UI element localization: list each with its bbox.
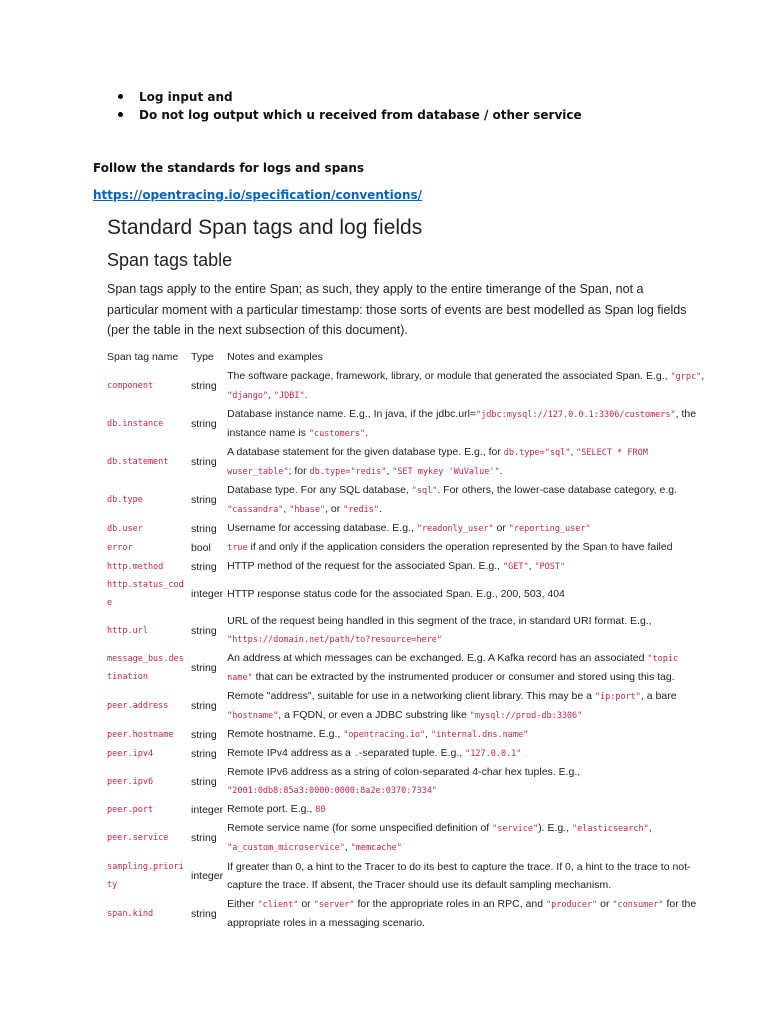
code-example: "ip:port"	[594, 692, 641, 702]
tag-name-cell: error	[107, 542, 133, 553]
code-example: "elasticsearch"	[571, 824, 649, 834]
code-example: db.type="redis"	[309, 467, 387, 477]
code-example: "sql"	[411, 486, 438, 496]
code-example: "customers"	[308, 429, 366, 439]
notes-text: HTTP response status code for the associated Span. E.g., 200, 503, 404	[227, 588, 565, 600]
tag-notes-cell	[225, 519, 710, 538]
tag-name-cell: db.instance	[107, 419, 164, 429]
table-row	[105, 819, 710, 857]
code-example: "GET"	[503, 562, 529, 572]
tag-notes-cell	[225, 367, 710, 405]
table-row	[105, 744, 710, 763]
notes-text: .	[379, 503, 382, 515]
tag-notes-cell	[225, 576, 710, 612]
code-example: "mysql://prod-db:3306"	[469, 711, 583, 721]
notes-text: Remote hostname. E.g.,	[227, 728, 344, 740]
table-row	[105, 538, 710, 557]
tag-name-cell: peer.ipv4	[107, 748, 154, 759]
notes-text: or	[597, 898, 613, 910]
notes-text: for the appropriate roles in a messaging scenario.	[227, 898, 697, 929]
notes-text: ,	[570, 446, 577, 458]
notes-text: if and only if the application considers the operation represented by the Span to have failed	[247, 541, 673, 553]
tag-type-cell: string	[191, 560, 217, 573]
code-example: "grpc"	[670, 372, 702, 382]
code-example: "127.0.0.1"	[465, 749, 522, 759]
tag-type-cell: string	[191, 380, 217, 392]
tag-type-cell: string	[191, 832, 217, 844]
tag-name-cell: message_bus.destination	[107, 654, 184, 682]
notes-text: The software package, framework, library, or module that generated the associated Span. E.g.,	[227, 370, 671, 382]
table-body	[105, 367, 710, 932]
tag-type-cell: string	[191, 662, 217, 674]
code-example: "service"	[492, 824, 539, 834]
table-row	[105, 857, 710, 895]
notes-text: , or	[325, 503, 344, 515]
tag-type-cell: string	[191, 522, 217, 535]
bullet-list	[118, 88, 582, 124]
tag-notes-cell	[225, 763, 710, 800]
code-example: "SET mykey 'WuValue'"	[392, 467, 500, 477]
tag-name-cell: db.type	[107, 495, 143, 505]
tag-name-cell: peer.hostname	[107, 729, 174, 740]
notes-text: Remote port. E.g.,	[227, 803, 316, 815]
table-row	[105, 687, 710, 725]
code-example: "hbase"	[289, 505, 326, 515]
span-tags-table	[105, 347, 710, 932]
tag-name-cell: component	[107, 381, 154, 391]
notes-text: , the instance name is	[227, 408, 697, 439]
bullet-item: Do not log output which u received from database / other service	[118, 106, 582, 124]
tag-type-cell: bool	[191, 541, 211, 554]
code-example: "topic name"	[227, 654, 679, 683]
code-example: "cassandra"	[227, 505, 284, 515]
notes-text: Remote IPv6 address as a string of colon-separated 4-char hex tuples. E.g.,	[227, 766, 581, 778]
tag-notes-cell	[225, 443, 710, 481]
code-example: "readonly_user"	[416, 524, 494, 534]
code-example: true	[227, 543, 248, 553]
follow-standards-text: Follow the standards for logs and spans	[93, 161, 365, 175]
notes-text: or	[493, 522, 509, 534]
code-example: "producer"	[546, 900, 598, 910]
conventions-link[interactable]: https://opentracing.io/specification/conventions/	[93, 188, 423, 202]
table-row	[105, 612, 710, 649]
table-row	[105, 367, 710, 405]
tag-name-cell: peer.service	[107, 833, 169, 843]
notes-text: .	[304, 389, 308, 401]
notes-text: . For others, the lower-case database category, e.g.	[437, 484, 678, 496]
bullet-item: Log input and	[118, 88, 582, 106]
tag-name-cell: span.kind	[107, 908, 154, 919]
tag-name-cell: http.status_code	[107, 580, 184, 608]
table-row	[105, 763, 710, 800]
notes-text: ,	[701, 370, 705, 382]
column-header-type: Type	[191, 351, 214, 363]
column-header-name: Span tag name	[107, 351, 179, 363]
table-row	[105, 481, 710, 519]
table-row	[105, 725, 710, 744]
code-example: "JDBI"	[273, 391, 305, 401]
notes-text: Remote "address", suitable for use in a networking client library. This may be a	[227, 690, 595, 702]
notes-text: Remote service name (for some unspecified definition of	[227, 822, 493, 834]
notes-text: If greater than 0, a hint to the Tracer to do its best to capture the trace. If 0, a hint to the trace to not-capture the trace. If absent, the Tracer should use its default sampling mechanism.	[227, 861, 691, 891]
table-header-row	[105, 347, 710, 367]
tag-type-cell: string	[191, 456, 217, 468]
code-example: "internal.dns.name"	[431, 730, 529, 740]
tag-notes-cell	[225, 857, 710, 895]
notes-text: ,	[386, 465, 393, 477]
notes-text: that can be extracted by the instrumented producer or consumer and stored using this tag.	[252, 671, 675, 683]
tag-type-cell: string	[191, 747, 217, 760]
notes-text: .	[365, 427, 369, 439]
tag-name-cell: peer.address	[107, 701, 169, 711]
tag-type-cell: integer	[191, 803, 224, 816]
table-row	[105, 895, 710, 932]
column-header-notes: Notes and examples	[227, 351, 323, 363]
tag-type-cell: string	[191, 775, 217, 788]
notes-text: ,	[425, 728, 431, 740]
notes-text: for the appropriate roles in an RPC, and	[354, 898, 546, 910]
notes-text: ,	[268, 389, 274, 401]
code-example: "a_custom_microservice"	[227, 843, 345, 853]
table-row	[105, 557, 710, 576]
code-example: "django"	[227, 391, 269, 401]
tag-notes-cell	[225, 557, 710, 576]
notes-text: , a bare	[640, 690, 677, 702]
table-row	[105, 405, 710, 443]
intro-paragraph: Span tags apply to the entire Span; as such, they apply to the entire timerange of the Span, not a particular moment with a particular timestamp: those sorts of events are best modelled as Span log fields (per the table in the next subsection of this document).	[107, 282, 687, 337]
code-example: "memcache"	[350, 843, 402, 853]
notes-text: ,	[283, 503, 290, 515]
tag-name-cell: http.method	[107, 561, 164, 572]
table-row	[105, 800, 710, 819]
tag-name-cell: peer.ipv6	[107, 776, 154, 787]
tag-type-cell: string	[191, 728, 217, 741]
tag-name-cell: db.user	[107, 523, 143, 534]
tag-notes-cell	[225, 895, 710, 932]
tag-name-cell: http.url	[107, 625, 148, 636]
notes-text: .	[499, 465, 503, 477]
notes-text: ; for	[288, 465, 310, 477]
table-row	[105, 649, 710, 687]
code-example: "opentracing.io"	[343, 730, 426, 740]
section-heading: Span tags table	[107, 250, 233, 270]
tag-type-cell: integer	[191, 870, 224, 882]
code-example: "hostname"	[227, 711, 279, 721]
tag-name-cell: db.statement	[107, 457, 169, 467]
table-row	[105, 519, 710, 538]
code-example: db.type="sql"	[503, 448, 571, 458]
tag-notes-cell	[225, 800, 710, 819]
code-example: "https://domain.net/path/to?resource=here"	[227, 635, 443, 645]
code-example: 80	[315, 805, 326, 815]
code-example: "reporting_user"	[508, 524, 591, 534]
tag-type-cell: string	[191, 494, 217, 506]
notes-text: Either	[227, 898, 258, 910]
tag-notes-cell	[225, 538, 710, 557]
notes-text: Username for accessing database. E.g.,	[227, 522, 417, 534]
code-example: "redis"	[343, 505, 379, 515]
tag-notes-cell	[225, 649, 710, 687]
tag-notes-cell	[225, 481, 710, 519]
tag-type-cell: string	[191, 624, 217, 637]
notes-text: or	[298, 898, 314, 910]
notes-text: ,	[528, 560, 535, 572]
tag-type-cell: string	[191, 700, 217, 712]
table-row	[105, 443, 710, 481]
tag-notes-cell	[225, 687, 710, 725]
tag-notes-cell	[225, 744, 710, 763]
notes-text: HTTP method of the request for the associated Span. E.g.,	[227, 560, 503, 572]
tag-name-cell: peer.port	[107, 804, 154, 815]
tag-type-cell: string	[191, 418, 217, 430]
code-example: "2001:0db8:85a3:0000:0000:8a2e:0370:7334"	[227, 786, 437, 796]
tag-notes-cell	[225, 405, 710, 443]
notes-text: URL of the request being handled in this segment of the trace, in standard URI format. E.g.,	[227, 615, 652, 627]
code-example: "SELECT * FROM wuser_table"	[227, 448, 648, 477]
tag-type-cell: integer	[191, 588, 224, 600]
code-example: "POST"	[534, 562, 566, 572]
notes-text: ,	[648, 822, 652, 834]
notes-text: ,	[344, 841, 351, 853]
code-example: .	[353, 749, 359, 759]
code-example: "client"	[257, 900, 299, 910]
tag-name-cell: sampling.priority	[107, 862, 184, 890]
notes-text: An address at which messages can be exchanged. E.g. A Kafka record has an associated	[227, 652, 648, 664]
table-row	[105, 576, 710, 612]
page-heading: Standard Span tags and log fields	[107, 216, 423, 239]
tag-notes-cell	[225, 725, 710, 744]
notes-text: Database instance name. E.g., In java, if the jdbc.url=	[227, 408, 477, 420]
code-example: "consumer"	[612, 900, 664, 910]
notes-text: Remote IPv4 address as a	[227, 747, 354, 759]
notes-text: ). E.g.,	[538, 822, 572, 834]
tag-notes-cell	[225, 819, 710, 857]
notes-text: -separated tuple. E.g.,	[358, 747, 466, 759]
code-example: "server"	[313, 900, 355, 910]
notes-text: , a FQDN, or even a JDBC substring like	[278, 709, 470, 721]
notes-text: Database type. For any SQL database,	[227, 484, 412, 496]
tag-notes-cell	[225, 612, 710, 649]
code-example: "jdbc:mysql://127.0.0.1:3306/customers"	[476, 410, 676, 420]
notes-text: A database statement for the given database type. E.g., for	[227, 446, 504, 458]
tag-type-cell: string	[191, 907, 217, 920]
